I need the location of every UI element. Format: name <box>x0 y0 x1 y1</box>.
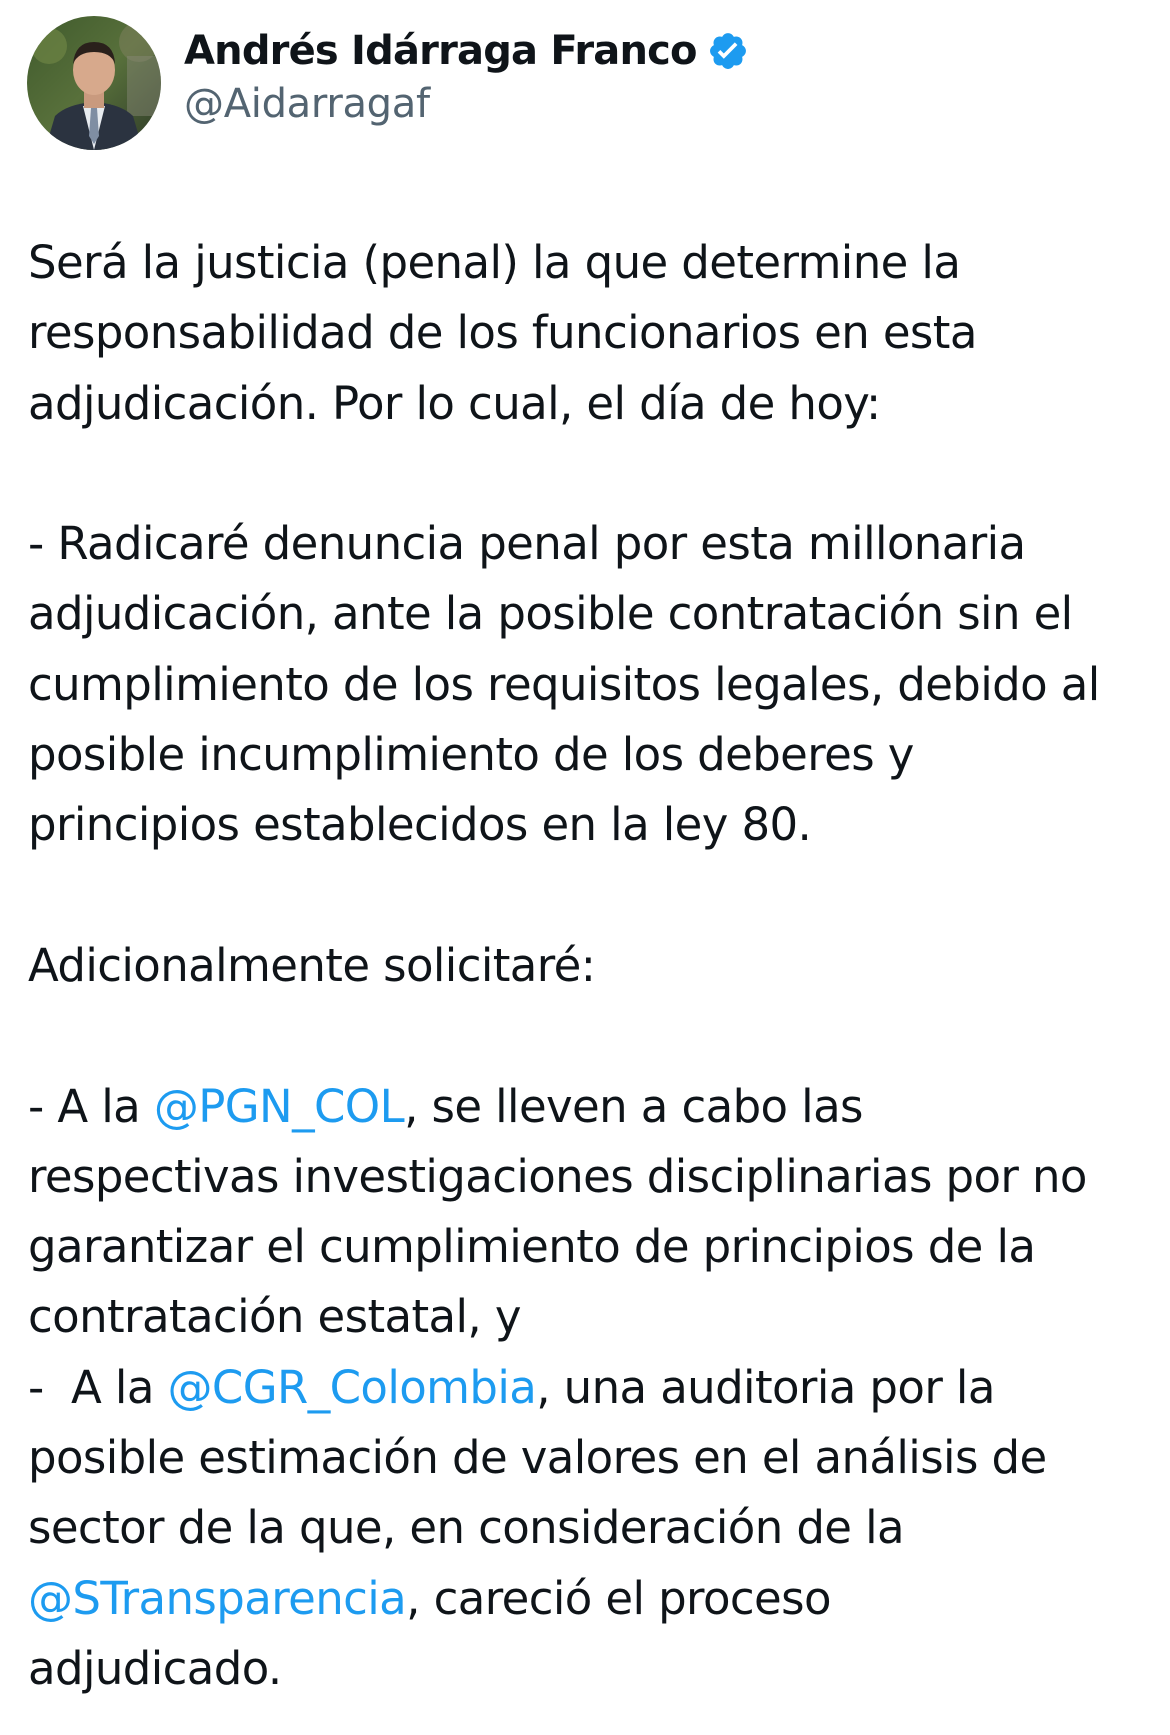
tweet-line: adjudicado. <box>28 1641 282 1695</box>
text-segment: - A la <box>28 1079 154 1133</box>
tweet-line: Adicionalmente solicitaré: <box>28 938 596 992</box>
tweet-header <box>27 16 749 150</box>
author-handle[interactable]: @Aidarragaf <box>184 81 430 127</box>
blank-line <box>28 439 1153 509</box>
tweet-line: posible incumplimiento de los deberes y <box>28 728 914 782</box>
tweet-line: Será la justicia (penal) la que determine la <box>28 236 961 289</box>
tweet-line: posible estimación de valores en el análisis de <box>28 1431 1047 1485</box>
tweet-line <box>28 1564 1153 1634</box>
mention-link-pgn[interactable]: @PGN_COL <box>153 1079 405 1133</box>
tweet-line <box>28 1072 1153 1142</box>
tweet-line: contratación estatal, y <box>28 1290 521 1344</box>
verified-badge-icon[interactable] <box>707 30 749 72</box>
text-segment: , careció el proceso <box>406 1571 831 1625</box>
tweet-line: sector de la que, en consideración de la <box>28 1501 904 1555</box>
tweet-text <box>28 228 1153 1704</box>
tweet-line: garantizar el cumplimiento de principios de la <box>28 1220 1036 1274</box>
blank-line <box>28 1001 1153 1071</box>
tweet-line: principios establecidos en la ley 80. <box>28 798 812 852</box>
tweet-line: - Radicaré denuncia penal por esta millonaria <box>28 517 1026 571</box>
tweet-line: adjudicación. Por lo cual, el día de hoy: <box>28 376 881 430</box>
tweet-line <box>28 1353 1153 1423</box>
mention-link-stransparencia[interactable]: @STransparencia <box>28 1571 407 1625</box>
author-identity <box>184 25 749 127</box>
text-segment: , se lleven a cabo las <box>404 1079 863 1133</box>
blank-line <box>28 861 1153 931</box>
tweet-line: responsabilidad de los funcionarios en esta <box>28 306 977 360</box>
text-segment: , una auditoria por la <box>536 1360 995 1414</box>
avatar[interactable] <box>27 16 161 150</box>
tweet-line: adjudicación, ante la posible contratación sin el <box>28 587 1073 641</box>
mention-link-cgr[interactable]: @CGR_Colombia <box>167 1360 537 1414</box>
name-row <box>184 25 749 77</box>
tweet-line: respectivas investigaciones disciplinarias por no <box>28 1149 1087 1203</box>
text-segment: - A la <box>28 1360 168 1414</box>
tweet-line: cumplimiento de los requisitos legales, debido al <box>28 657 1100 711</box>
author-name[interactable]: Andrés Idárraga Franco <box>184 28 697 74</box>
